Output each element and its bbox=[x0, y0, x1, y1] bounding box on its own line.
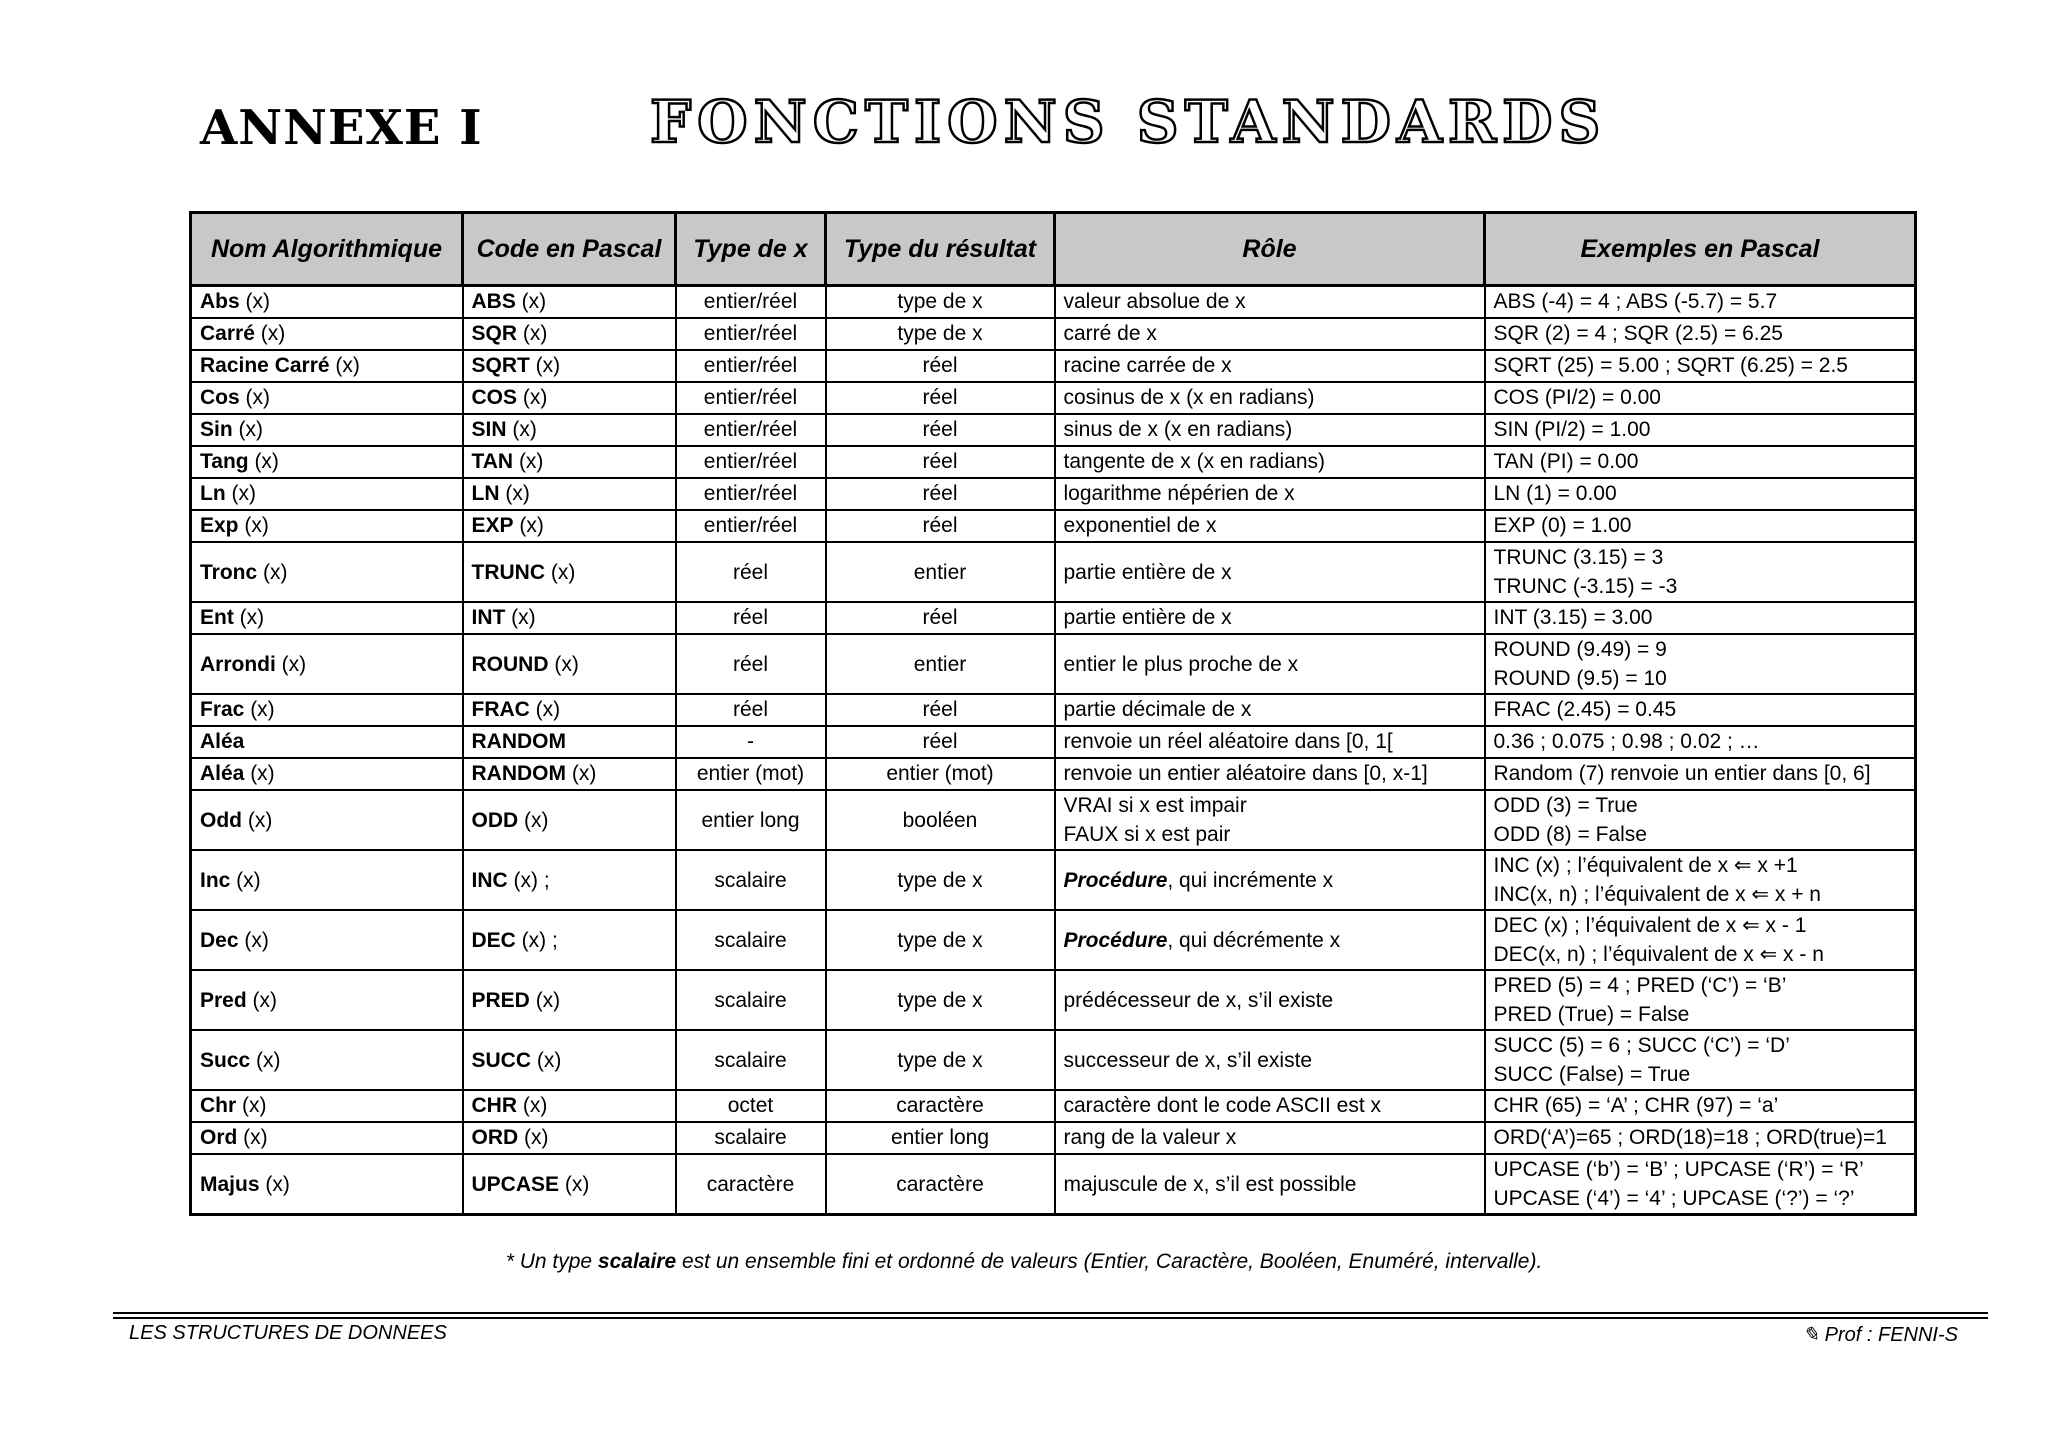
code-bold: RANDOM bbox=[471, 762, 566, 785]
table-row bbox=[191, 1154, 1916, 1215]
table-row bbox=[191, 970, 1916, 1030]
cell-name bbox=[191, 1090, 463, 1122]
code-arg: (x) bbox=[513, 450, 544, 473]
code-arg: (x) bbox=[566, 762, 597, 785]
name-bold: Succ bbox=[200, 1048, 251, 1072]
cell-type-result: réel bbox=[826, 694, 1055, 726]
cell-example bbox=[1485, 542, 1916, 602]
code-bold: SIN bbox=[471, 418, 507, 441]
name-bold: Odd bbox=[200, 808, 242, 832]
example-line: ODD (8) = False bbox=[1493, 823, 1647, 846]
cell-example bbox=[1485, 1122, 1916, 1154]
cell-type-result: réel bbox=[826, 382, 1055, 414]
cell-role: partie entière de x bbox=[1055, 602, 1485, 634]
footnote-bold: scalaire bbox=[597, 1250, 677, 1273]
name-arg: (x) bbox=[242, 808, 273, 832]
cell-name bbox=[191, 510, 463, 542]
table-row bbox=[191, 1090, 1916, 1122]
table-row bbox=[191, 726, 1916, 758]
cell-code bbox=[463, 318, 676, 350]
table-row bbox=[191, 1030, 1916, 1090]
code-bold: INT bbox=[471, 606, 506, 629]
name-bold: Pred bbox=[200, 988, 247, 1012]
name-bold: Carré bbox=[200, 322, 255, 345]
code-arg: (x) bbox=[505, 606, 536, 629]
footnote bbox=[0, 1250, 2048, 1274]
code-bold: ABS bbox=[471, 290, 516, 313]
cell-example bbox=[1485, 694, 1916, 726]
page-title: FONCTIONS STANDARDS bbox=[650, 88, 1607, 156]
name-bold: Inc bbox=[200, 868, 231, 892]
example-line: INC(x, n) ; l’équivalent de x ⇐ x + n bbox=[1493, 883, 1821, 906]
code-bold: SUCC bbox=[471, 1048, 532, 1072]
name-arg: (x) bbox=[244, 698, 275, 721]
cell-role: exponentiel de x bbox=[1055, 510, 1485, 542]
cell-role: entier le plus proche de x bbox=[1055, 634, 1485, 694]
cell-role bbox=[1055, 850, 1485, 910]
cell-type-x: entier/réel bbox=[676, 382, 826, 414]
cell-type-result: type de x bbox=[826, 318, 1055, 350]
cell-name bbox=[191, 350, 463, 382]
code-arg: (x) bbox=[529, 988, 561, 1012]
code-arg: (x) bbox=[506, 418, 537, 441]
column-header: Type de x bbox=[676, 213, 826, 286]
table-row bbox=[191, 414, 1916, 446]
table-row bbox=[191, 382, 1916, 414]
cell-type-result: réel bbox=[826, 414, 1055, 446]
name-arg: (x) bbox=[275, 652, 307, 676]
cell-type-result: type de x bbox=[826, 1030, 1055, 1090]
code-arg: (x) bbox=[531, 1048, 562, 1072]
footer-right: ✎ Prof : FENNI-S bbox=[1802, 1324, 1958, 1346]
cell-type-x: entier/réel bbox=[676, 478, 826, 510]
code-bold: DEC bbox=[471, 928, 516, 952]
cell-example bbox=[1485, 350, 1916, 382]
cell-name bbox=[191, 910, 463, 970]
name-arg: (x) bbox=[259, 1172, 290, 1196]
code-bold: FRAC bbox=[471, 698, 530, 721]
example-line: Random (7) renvoie un entier dans [0, 6] bbox=[1493, 762, 1871, 785]
cell-type-x: entier/réel bbox=[676, 286, 826, 319]
code-bold: INC bbox=[471, 868, 508, 892]
code-arg: (x) bbox=[513, 514, 544, 537]
table-row bbox=[191, 350, 1916, 382]
code-bold: PRED bbox=[471, 988, 530, 1012]
cell-role: renvoie un réel aléatoire dans [0, 1[ bbox=[1055, 726, 1485, 758]
cell-type-result: réel bbox=[826, 602, 1055, 634]
role-text: , qui décrémente x bbox=[1167, 928, 1341, 952]
cell-type-x: réel bbox=[676, 542, 826, 602]
example-line: DEC (x) ; l’équivalent de x ⇐ x - 1 bbox=[1493, 914, 1807, 937]
name-arg: (x) bbox=[239, 290, 271, 313]
example-line: ODD (3) = True bbox=[1493, 794, 1638, 817]
cell-type-x: scalaire bbox=[676, 1030, 826, 1090]
example-line: FRAC (2.45) = 0.45 bbox=[1493, 698, 1677, 721]
code-arg: (x) bbox=[517, 1094, 548, 1117]
cell-type-result: type de x bbox=[826, 850, 1055, 910]
code-arg: (x) bbox=[529, 354, 561, 377]
code-arg: (x) bbox=[517, 386, 548, 409]
cell-example bbox=[1485, 510, 1916, 542]
cell-type-x: scalaire bbox=[676, 910, 826, 970]
cell-name bbox=[191, 1154, 463, 1215]
column-header: Nom Algorithmique bbox=[191, 213, 463, 286]
example-line: INT (3.15) = 3.00 bbox=[1493, 606, 1653, 629]
cell-role: renvoie un entier aléatoire dans [0, x-1] bbox=[1055, 758, 1485, 790]
cell-role: caractère dont le code ASCII est x bbox=[1055, 1090, 1485, 1122]
cell-type-x: entier long bbox=[676, 790, 826, 850]
footnote-post: est un ensemble fini et ordonné de valeurs (Entier, Caractère, Booléen, Enuméré, intervalle). bbox=[676, 1250, 1543, 1273]
cell-name bbox=[191, 634, 463, 694]
cell-name bbox=[191, 726, 463, 758]
cell-role: sinus de x (x en radians) bbox=[1055, 414, 1485, 446]
cell-example bbox=[1485, 1154, 1916, 1215]
cell-type-result: type de x bbox=[826, 910, 1055, 970]
cell-type-x: entier/réel bbox=[676, 446, 826, 478]
cell-role: tangente de x (x en radians) bbox=[1055, 446, 1485, 478]
example-line: INC (x) ; l’équivalent de x ⇐ x +1 bbox=[1493, 854, 1798, 877]
cell-role: successeur de x, s’il existe bbox=[1055, 1030, 1485, 1090]
footnote-pre: * Un type bbox=[505, 1250, 598, 1273]
role-text: , qui incrémente x bbox=[1167, 868, 1334, 892]
name-arg: (x) bbox=[246, 988, 278, 1012]
example-line: EXP (0) = 1.00 bbox=[1493, 514, 1632, 537]
name-bold: Arrondi bbox=[200, 652, 276, 676]
cell-role: logarithme népérien de x bbox=[1055, 478, 1485, 510]
example-line: SIN (PI/2) = 1.00 bbox=[1493, 418, 1651, 441]
name-arg: (x) bbox=[232, 418, 263, 441]
example-line: ORD(‘A’)=65 ; ORD(18)=18 ; ORD(true)=1 bbox=[1493, 1126, 1887, 1149]
cell-code bbox=[463, 510, 676, 542]
name-arg: (x) bbox=[238, 514, 269, 537]
name-arg: (x) bbox=[230, 868, 261, 892]
cell-example bbox=[1485, 634, 1916, 694]
code-arg: (x) bbox=[559, 1172, 590, 1196]
cell-type-x: entier/réel bbox=[676, 510, 826, 542]
cell-type-x: entier/réel bbox=[676, 414, 826, 446]
column-header: Exemples en Pascal bbox=[1485, 213, 1916, 286]
cell-type-result: booléen bbox=[826, 790, 1055, 850]
name-bold: Tang bbox=[200, 450, 249, 473]
cell-code bbox=[463, 350, 676, 382]
footer-rule bbox=[113, 1312, 1988, 1314]
name-arg: (x) bbox=[329, 354, 360, 377]
cell-example bbox=[1485, 726, 1916, 758]
code-bold: UPCASE bbox=[471, 1172, 560, 1196]
name-bold: Aléa bbox=[200, 730, 245, 753]
cell-type-result: caractère bbox=[826, 1154, 1055, 1215]
code-bold: ODD bbox=[471, 808, 519, 832]
code-arg: (x) ; bbox=[507, 868, 550, 892]
role-line: VRAI si x est impair bbox=[1063, 794, 1247, 817]
name-bold: Tronc bbox=[200, 560, 258, 584]
table-row bbox=[191, 446, 1916, 478]
cell-role: carré de x bbox=[1055, 318, 1485, 350]
example-line: UPCASE (‘4’) = ‘4’ ; UPCASE (‘?’) = ‘?’ bbox=[1493, 1187, 1855, 1210]
cell-example bbox=[1485, 318, 1916, 350]
table-row bbox=[191, 790, 1916, 850]
cell-type-result: type de x bbox=[826, 286, 1055, 319]
cell-code bbox=[463, 726, 676, 758]
code-arg: (x) ; bbox=[515, 928, 558, 952]
code-arg: (x) bbox=[515, 290, 547, 313]
cell-name bbox=[191, 1122, 463, 1154]
cell-name bbox=[191, 758, 463, 790]
example-line: TAN (PI) = 0.00 bbox=[1493, 450, 1639, 473]
cell-type-result: réel bbox=[826, 446, 1055, 478]
cell-name bbox=[191, 694, 463, 726]
cell-type-x: entier (mot) bbox=[676, 758, 826, 790]
table-row bbox=[191, 850, 1916, 910]
table-row bbox=[191, 318, 1916, 350]
cell-example bbox=[1485, 1030, 1916, 1090]
cell-name bbox=[191, 850, 463, 910]
example-line: DEC(x, n) ; l’équivalent de x ⇐ x - n bbox=[1493, 943, 1824, 966]
cell-type-result: réel bbox=[826, 726, 1055, 758]
code-arg: (x) bbox=[518, 808, 549, 832]
cell-example bbox=[1485, 382, 1916, 414]
name-bold: Ord bbox=[200, 1126, 238, 1149]
code-bold: RANDOM bbox=[471, 730, 566, 753]
name-bold: Dec bbox=[200, 928, 239, 952]
cell-example bbox=[1485, 446, 1916, 478]
example-line: PRED (True) = False bbox=[1493, 1003, 1690, 1026]
cell-type-result: réel bbox=[826, 478, 1055, 510]
name-arg: (x) bbox=[236, 1094, 267, 1117]
table-row bbox=[191, 1122, 1916, 1154]
table-row bbox=[191, 602, 1916, 634]
cell-type-result: réel bbox=[826, 510, 1055, 542]
cell-type-result: type de x bbox=[826, 970, 1055, 1030]
example-line: UPCASE (‘b’) = ‘B’ ; UPCASE (‘R’) = ‘R’ bbox=[1493, 1158, 1864, 1181]
name-arg: (x) bbox=[257, 560, 288, 584]
table-row bbox=[191, 758, 1916, 790]
cell-name bbox=[191, 446, 463, 478]
name-arg: (x) bbox=[250, 1048, 281, 1072]
cell-type-x: - bbox=[676, 726, 826, 758]
cell-type-x: scalaire bbox=[676, 850, 826, 910]
name-arg: (x) bbox=[254, 322, 286, 345]
cell-code bbox=[463, 446, 676, 478]
cell-name bbox=[191, 318, 463, 350]
name-bold: Ln bbox=[200, 482, 226, 505]
example-line: 0.36 ; 0.075 ; 0.98 ; 0.02 ; … bbox=[1493, 730, 1760, 753]
cell-type-result: entier bbox=[826, 634, 1055, 694]
code-arg: (x) bbox=[545, 560, 576, 584]
cell-code bbox=[463, 382, 676, 414]
code-bold: COS bbox=[471, 386, 518, 409]
cell-type-x: réel bbox=[676, 602, 826, 634]
role-line: FAUX si x est pair bbox=[1063, 823, 1231, 846]
cell-example bbox=[1485, 790, 1916, 850]
cell-type-x: entier/réel bbox=[676, 350, 826, 382]
cell-example bbox=[1485, 850, 1916, 910]
example-line: SUCC (False) = True bbox=[1493, 1063, 1691, 1086]
cell-example bbox=[1485, 910, 1916, 970]
cell-code bbox=[463, 850, 676, 910]
cell-example bbox=[1485, 758, 1916, 790]
cell-example bbox=[1485, 602, 1916, 634]
name-bold: Ent bbox=[200, 606, 234, 629]
cell-code bbox=[463, 602, 676, 634]
name-arg: (x) bbox=[225, 482, 256, 505]
code-bold: EXP bbox=[471, 514, 514, 537]
cell-role: valeur absolue de x bbox=[1055, 286, 1485, 319]
name-bold: Majus bbox=[200, 1172, 260, 1196]
cell-code bbox=[463, 478, 676, 510]
cell-code bbox=[463, 634, 676, 694]
code-bold: ORD bbox=[471, 1126, 519, 1149]
name-bold: Exp bbox=[200, 514, 239, 537]
cell-type-x: réel bbox=[676, 694, 826, 726]
code-bold: TAN bbox=[471, 450, 514, 473]
example-line: ROUND (9.5) = 10 bbox=[1493, 667, 1667, 690]
cell-role: cosinus de x (x en radians) bbox=[1055, 382, 1485, 414]
cell-type-result: caractère bbox=[826, 1090, 1055, 1122]
code-arg: (x) bbox=[499, 482, 530, 505]
footer-rule bbox=[113, 1317, 1988, 1319]
name-arg: (x) bbox=[238, 928, 269, 952]
annexe-label: ANNEXE I bbox=[200, 100, 483, 156]
code-bold: SQR bbox=[471, 322, 518, 345]
column-header: Type du résultat bbox=[826, 213, 1055, 286]
table-row bbox=[191, 478, 1916, 510]
cell-code bbox=[463, 970, 676, 1030]
cell-type-x: réel bbox=[676, 634, 826, 694]
name-arg: (x) bbox=[248, 450, 279, 473]
cell-role: partie entière de x bbox=[1055, 542, 1485, 602]
cell-role: prédécesseur de x, s’il existe bbox=[1055, 970, 1485, 1030]
cell-role: racine carrée de x bbox=[1055, 350, 1485, 382]
cell-example bbox=[1485, 1090, 1916, 1122]
cell-code bbox=[463, 1030, 676, 1090]
cell-code bbox=[463, 1122, 676, 1154]
cell-example bbox=[1485, 414, 1916, 446]
example-line: ROUND (9.49) = 9 bbox=[1493, 638, 1667, 661]
table-row bbox=[191, 286, 1916, 319]
code-bold: TRUNC bbox=[471, 560, 545, 584]
name-bold: Abs bbox=[200, 290, 240, 313]
example-line: SUCC (5) = 6 ; SUCC (‘C’) = ‘D’ bbox=[1493, 1034, 1790, 1057]
code-bold: LN bbox=[471, 482, 500, 505]
code-arg: (x) bbox=[529, 698, 561, 721]
cell-type-x: octet bbox=[676, 1090, 826, 1122]
cell-name bbox=[191, 286, 463, 319]
cell-code bbox=[463, 1090, 676, 1122]
name-bold: Racine Carré bbox=[200, 354, 330, 377]
column-header: Code en Pascal bbox=[463, 213, 676, 286]
cell-name bbox=[191, 602, 463, 634]
cell-type-result: entier bbox=[826, 542, 1055, 602]
example-line: SQR (2) = 4 ; SQR (2.5) = 6.25 bbox=[1493, 322, 1783, 345]
cell-type-result: entier (mot) bbox=[826, 758, 1055, 790]
cell-type-x: scalaire bbox=[676, 970, 826, 1030]
cell-type-x: entier/réel bbox=[676, 318, 826, 350]
code-bold: ROUND bbox=[471, 652, 549, 676]
code-arg: (x) bbox=[548, 652, 579, 676]
example-line: TRUNC (3.15) = 3 bbox=[1493, 546, 1664, 569]
cell-name bbox=[191, 414, 463, 446]
table-row bbox=[191, 634, 1916, 694]
cell-name bbox=[191, 478, 463, 510]
column-header: Rôle bbox=[1055, 213, 1485, 286]
name-bold: Frac bbox=[200, 698, 245, 721]
cell-name bbox=[191, 382, 463, 414]
example-line: SQRT (25) = 5.00 ; SQRT (6.25) = 2.5 bbox=[1493, 354, 1848, 377]
cell-role bbox=[1055, 910, 1485, 970]
cell-code bbox=[463, 790, 676, 850]
name-arg: (x) bbox=[239, 386, 271, 409]
cell-role: majuscule de x, s’il est possible bbox=[1055, 1154, 1485, 1215]
example-line: CHR (65) = ‘A’ ; CHR (97) = ‘a’ bbox=[1493, 1094, 1779, 1117]
example-line: TRUNC (-3.15) = -3 bbox=[1493, 575, 1678, 598]
cell-role: partie décimale de x bbox=[1055, 694, 1485, 726]
role-bold: Procédure bbox=[1063, 868, 1168, 892]
cell-code bbox=[463, 414, 676, 446]
cell-name bbox=[191, 542, 463, 602]
code-arg: (x) bbox=[517, 322, 548, 345]
cell-role: rang de la valeur x bbox=[1055, 1122, 1485, 1154]
code-arg: (x) bbox=[518, 1126, 549, 1149]
cell-code bbox=[463, 542, 676, 602]
example-line: LN (1) = 0.00 bbox=[1493, 482, 1617, 505]
cell-code bbox=[463, 758, 676, 790]
role-bold: Procédure bbox=[1063, 928, 1168, 952]
name-bold: Chr bbox=[200, 1094, 237, 1117]
cell-code bbox=[463, 286, 676, 319]
table-row bbox=[191, 510, 1916, 542]
cell-type-result: réel bbox=[826, 350, 1055, 382]
table-header-row bbox=[191, 213, 1916, 286]
name-arg: (x) bbox=[233, 606, 265, 629]
cell-code bbox=[463, 1154, 676, 1215]
cell-role bbox=[1055, 790, 1485, 850]
example-line: PRED (5) = 4 ; PRED (‘C’) = ‘B’ bbox=[1493, 974, 1787, 997]
cell-type-x: caractère bbox=[676, 1154, 826, 1215]
code-bold: CHR bbox=[471, 1094, 517, 1117]
cell-code bbox=[463, 910, 676, 970]
name-bold: Aléa bbox=[200, 762, 245, 785]
footer-left: LES STRUCTURES DE DONNEES bbox=[129, 1322, 447, 1344]
cell-code bbox=[463, 694, 676, 726]
cell-name bbox=[191, 790, 463, 850]
table-row bbox=[191, 694, 1916, 726]
name-arg: (x) bbox=[244, 762, 275, 785]
name-arg: (x) bbox=[237, 1126, 268, 1149]
table-row bbox=[191, 910, 1916, 970]
table-row bbox=[191, 542, 1916, 602]
example-line: COS (PI/2) = 0.00 bbox=[1493, 386, 1661, 409]
cell-example bbox=[1485, 286, 1916, 319]
example-line: ABS (-4) = 4 ; ABS (-5.7) = 5.7 bbox=[1493, 290, 1778, 313]
code-bold: SQRT bbox=[471, 354, 530, 377]
cell-type-result: entier long bbox=[826, 1122, 1055, 1154]
name-bold: Sin bbox=[200, 418, 233, 441]
cell-example bbox=[1485, 970, 1916, 1030]
cell-name bbox=[191, 1030, 463, 1090]
name-bold: Cos bbox=[200, 386, 240, 409]
cell-name bbox=[191, 970, 463, 1030]
functions-table bbox=[189, 211, 1917, 1216]
cell-type-x: scalaire bbox=[676, 1122, 826, 1154]
cell-example bbox=[1485, 478, 1916, 510]
